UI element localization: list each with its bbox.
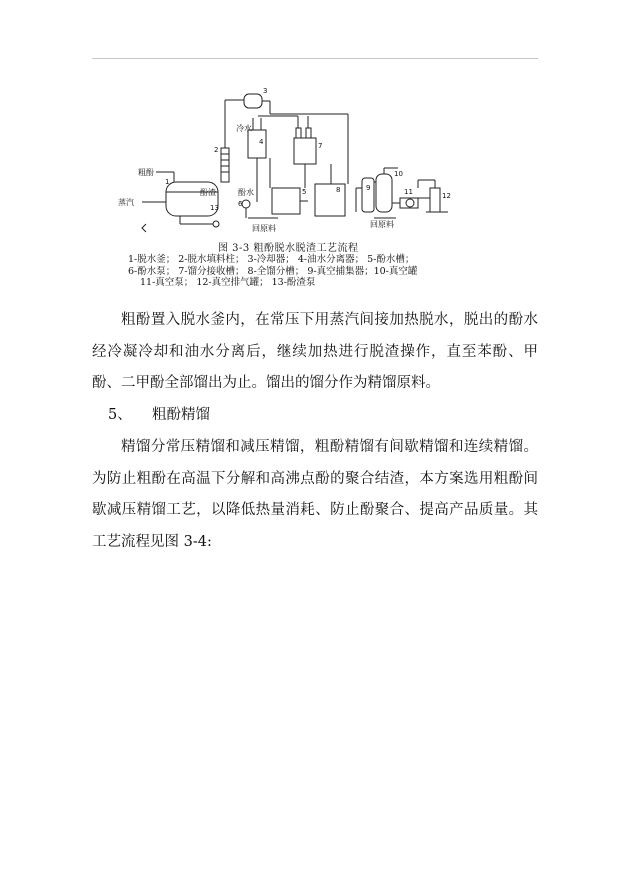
- legend-line: 11-真空泵； 12-真空排气罐； 13-酚渣泵: [140, 277, 316, 288]
- fraction-receiver-shape: [294, 138, 316, 164]
- label-cold-water: 冷水: [236, 124, 252, 133]
- num-8: 8: [336, 186, 341, 194]
- num-13: 13: [210, 204, 219, 212]
- num-1: 1: [165, 178, 170, 186]
- num-3: 3: [263, 87, 268, 95]
- section-heading: [108, 400, 210, 431]
- vacuum-exhaust-tank-shape: [430, 188, 440, 212]
- packing-column-shape: [221, 148, 229, 182]
- body-paragraph-1: 粗酚置入脱水釜内，在常压下用蒸汽间接加热脱水，脱出的酚水经冷凝冷却和油水分离后，继续加热进行脱渣操作，直至苯酚、甲酚、二甲酚全部馏出为止。馏出的馏分作为精馏原料。: [92, 312, 538, 391]
- label-steam: 蒸汽: [118, 198, 134, 207]
- num-7: 7: [318, 142, 323, 150]
- cooler-shape: [244, 94, 262, 108]
- body-paragraph-2: 精馏分常压精馏和减压精馏，粗酚精馏有间歇精馏和连续精馏。为防止粗酚在高温下分解和高沸点酚的聚合结渣，本方案选用粗酚间歇减压精馏工艺，以降低热量消耗、防止酚聚合、提高产品质量。其工艺流程见图 3-4:: [92, 439, 538, 550]
- num-4: 4: [259, 138, 264, 146]
- legend-line: 1-脱水釜； 2-脱水填料柱； 3-冷却器； 4-油水分离器； 5-酚水槽；: [128, 254, 415, 265]
- figure-legend: [128, 254, 417, 289]
- label-crude-phenol: 粗酚: [138, 168, 154, 177]
- num-2: 2: [214, 146, 219, 154]
- phenol-water-tank-shape: [272, 188, 300, 214]
- num-6: 6: [238, 200, 243, 208]
- label-phenol-water: 酚水: [238, 188, 254, 197]
- process-flow-figure: [118, 84, 458, 250]
- header-rule: [92, 58, 538, 59]
- num-10: 10: [394, 170, 403, 178]
- label-phenol-residue: 酚渣: [200, 188, 216, 197]
- label-return-raw-2: 回原料: [370, 220, 394, 229]
- legend-line: 6-酚水泵； 7-馏分接收槽； 8-全馏分槽； 9-真空捕集器；10-真空罐: [128, 265, 418, 277]
- section-title: 粗酚精馏: [152, 407, 210, 423]
- figure-caption: 图 3-3 粗酚脱水脱渣工艺流程: [218, 243, 359, 254]
- section-number: 5、: [108, 407, 132, 423]
- vacuum-tank-shape: [376, 174, 392, 212]
- full-fraction-tank-shape: [315, 184, 345, 216]
- label-return-raw-1: 回原料: [252, 224, 276, 233]
- num-12: 12: [442, 192, 451, 200]
- residue-pump-shape: [213, 221, 219, 227]
- num-5: 5: [302, 188, 307, 196]
- num-11: 11: [404, 188, 413, 196]
- num-9: 9: [366, 184, 371, 192]
- process-flow-diagram: [118, 84, 458, 250]
- phenol-water-pump-shape: [242, 200, 250, 208]
